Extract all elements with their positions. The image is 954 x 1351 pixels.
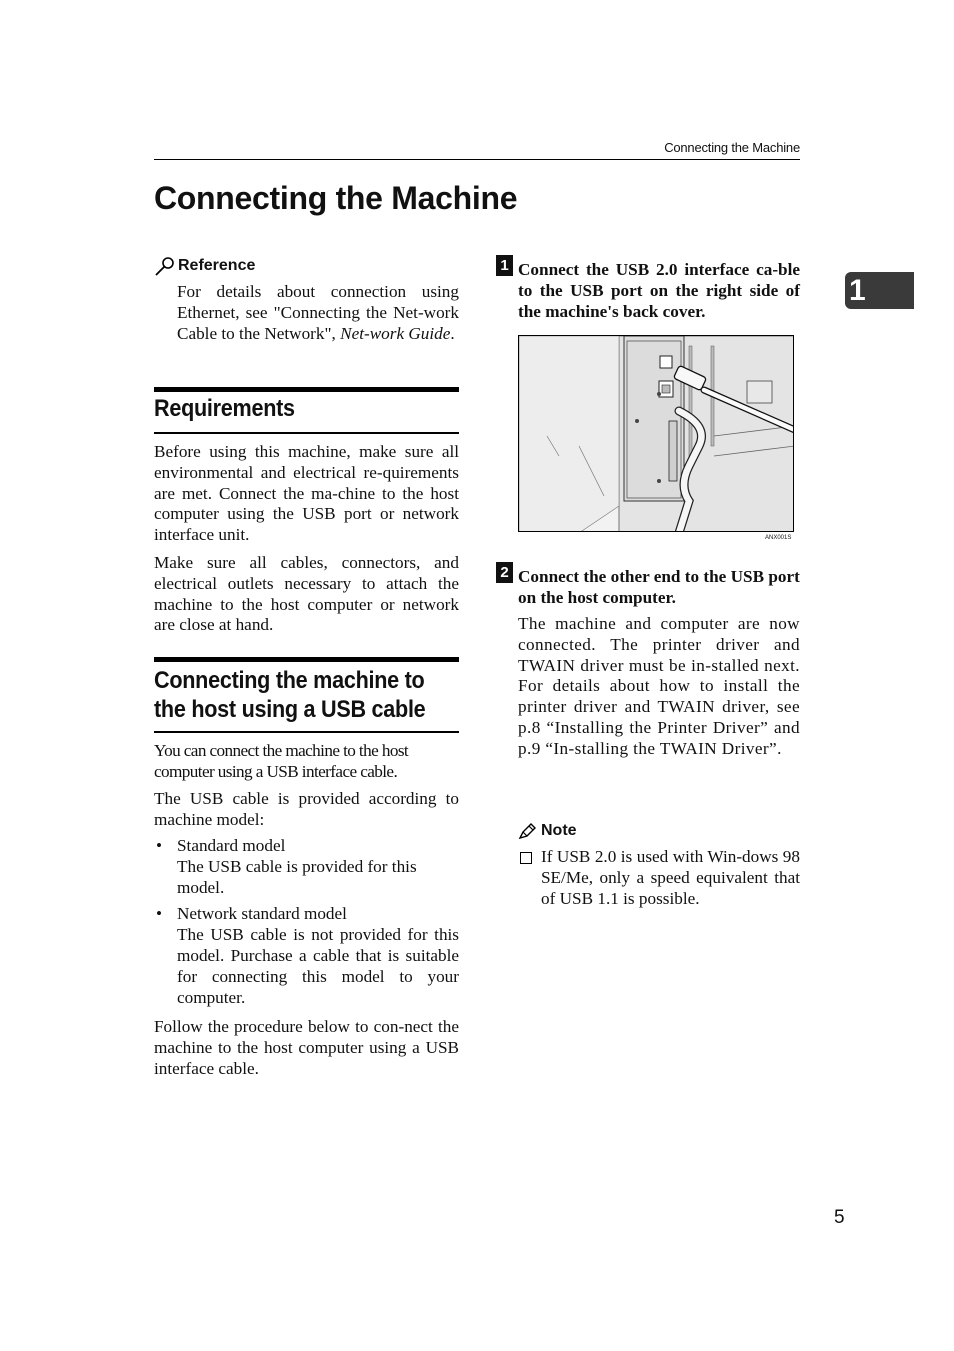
section-rule-top bbox=[154, 387, 459, 392]
pencil-icon bbox=[518, 822, 538, 840]
list-item-title: Network standard model bbox=[177, 904, 347, 924]
reference-text-italic: Net-work Guide bbox=[340, 323, 451, 343]
figure-code: ANX001S bbox=[765, 535, 792, 541]
magnifier-icon bbox=[154, 256, 176, 276]
requirements-paragraph-1: Before using this machine, make sure all environmental and electrical re-quirements are met. Connect the ma-chine to the host computer using the USB port or network interface unit. bbox=[154, 442, 459, 545]
step-2-body: The machine and computer are now connected. The printer driver and TWAIN driver must be in-stalled next. For details about how to install the printer driver and TWAIN driver, see p.8 “Installing the Printer Driver” and p.9 “In-stalling the TWAIN Driver”. bbox=[518, 614, 800, 758]
list-item bbox=[154, 836, 459, 898]
usb-paragraph-2: The USB cable is provided according to machine model: bbox=[154, 789, 459, 829]
reference-label: Reference bbox=[178, 257, 256, 274]
usb-paragraph-3: Follow the procedure below to con-nect the machine to the host computer using a USB interface cable. bbox=[154, 1017, 459, 1078]
step-number-1: 1 bbox=[496, 255, 513, 276]
page-title: Connecting the Machine bbox=[154, 180, 518, 216]
section-rule-bottom bbox=[154, 731, 459, 733]
model-list bbox=[154, 836, 459, 1014]
printer-back-illustration bbox=[519, 336, 794, 532]
step-number-2: 2 bbox=[496, 562, 513, 583]
page-number: 5 bbox=[834, 1207, 845, 1228]
chapter-tab: 1 bbox=[845, 272, 914, 309]
reference-heading bbox=[154, 256, 255, 276]
reference-text bbox=[177, 282, 459, 344]
usb-connection-illustration bbox=[518, 335, 794, 532]
bullet-dot: • bbox=[156, 836, 163, 855]
usb-paragraph-1: You can connect the machine to the host computer using a USB interface cable. bbox=[154, 741, 409, 781]
checkbox-bullet-icon bbox=[520, 852, 532, 864]
list-item-text: The USB cable is provided for this model. bbox=[177, 856, 417, 897]
list-item-text: The USB cable is not provided for this model. Purchase a cable that is suitable for connecting this model to your computer. bbox=[177, 925, 459, 1007]
reference-text-end: . bbox=[450, 323, 455, 343]
bullet-dot: • bbox=[156, 904, 163, 924]
step-2-text: Connect the other end to the USB port on the host computer. bbox=[518, 567, 800, 607]
reference-text-main: For details about connection using Ethernet, see "Connecting the Net-work Cable to the Network", bbox=[177, 282, 459, 343]
note-text: If USB 2.0 is used with Win-dows 98 SE/Me, only a speed equivalent that of USB 1.1 is possible. bbox=[541, 847, 800, 908]
requirements-heading: Requirements bbox=[154, 395, 295, 422]
running-header-title: Connecting the Machine bbox=[664, 140, 800, 155]
list-item bbox=[154, 904, 459, 1008]
note-label: Note bbox=[541, 822, 577, 839]
usb-section-heading: Connecting the machine to the host using a USB cable bbox=[154, 667, 426, 723]
note-heading bbox=[518, 822, 577, 840]
list-item-title: Standard model bbox=[177, 836, 286, 855]
section-rule-top bbox=[154, 657, 459, 662]
running-header bbox=[154, 138, 800, 160]
section-rule-bottom bbox=[154, 432, 459, 434]
requirements-paragraph-2: Make sure all cables, connectors, and electrical outlets necessary to attach the machine to the host computer or network are close at hand. bbox=[154, 553, 459, 635]
step-1-text: Connect the USB 2.0 interface ca-ble to the USB port on the right side of the machine's back cover. bbox=[518, 260, 800, 321]
